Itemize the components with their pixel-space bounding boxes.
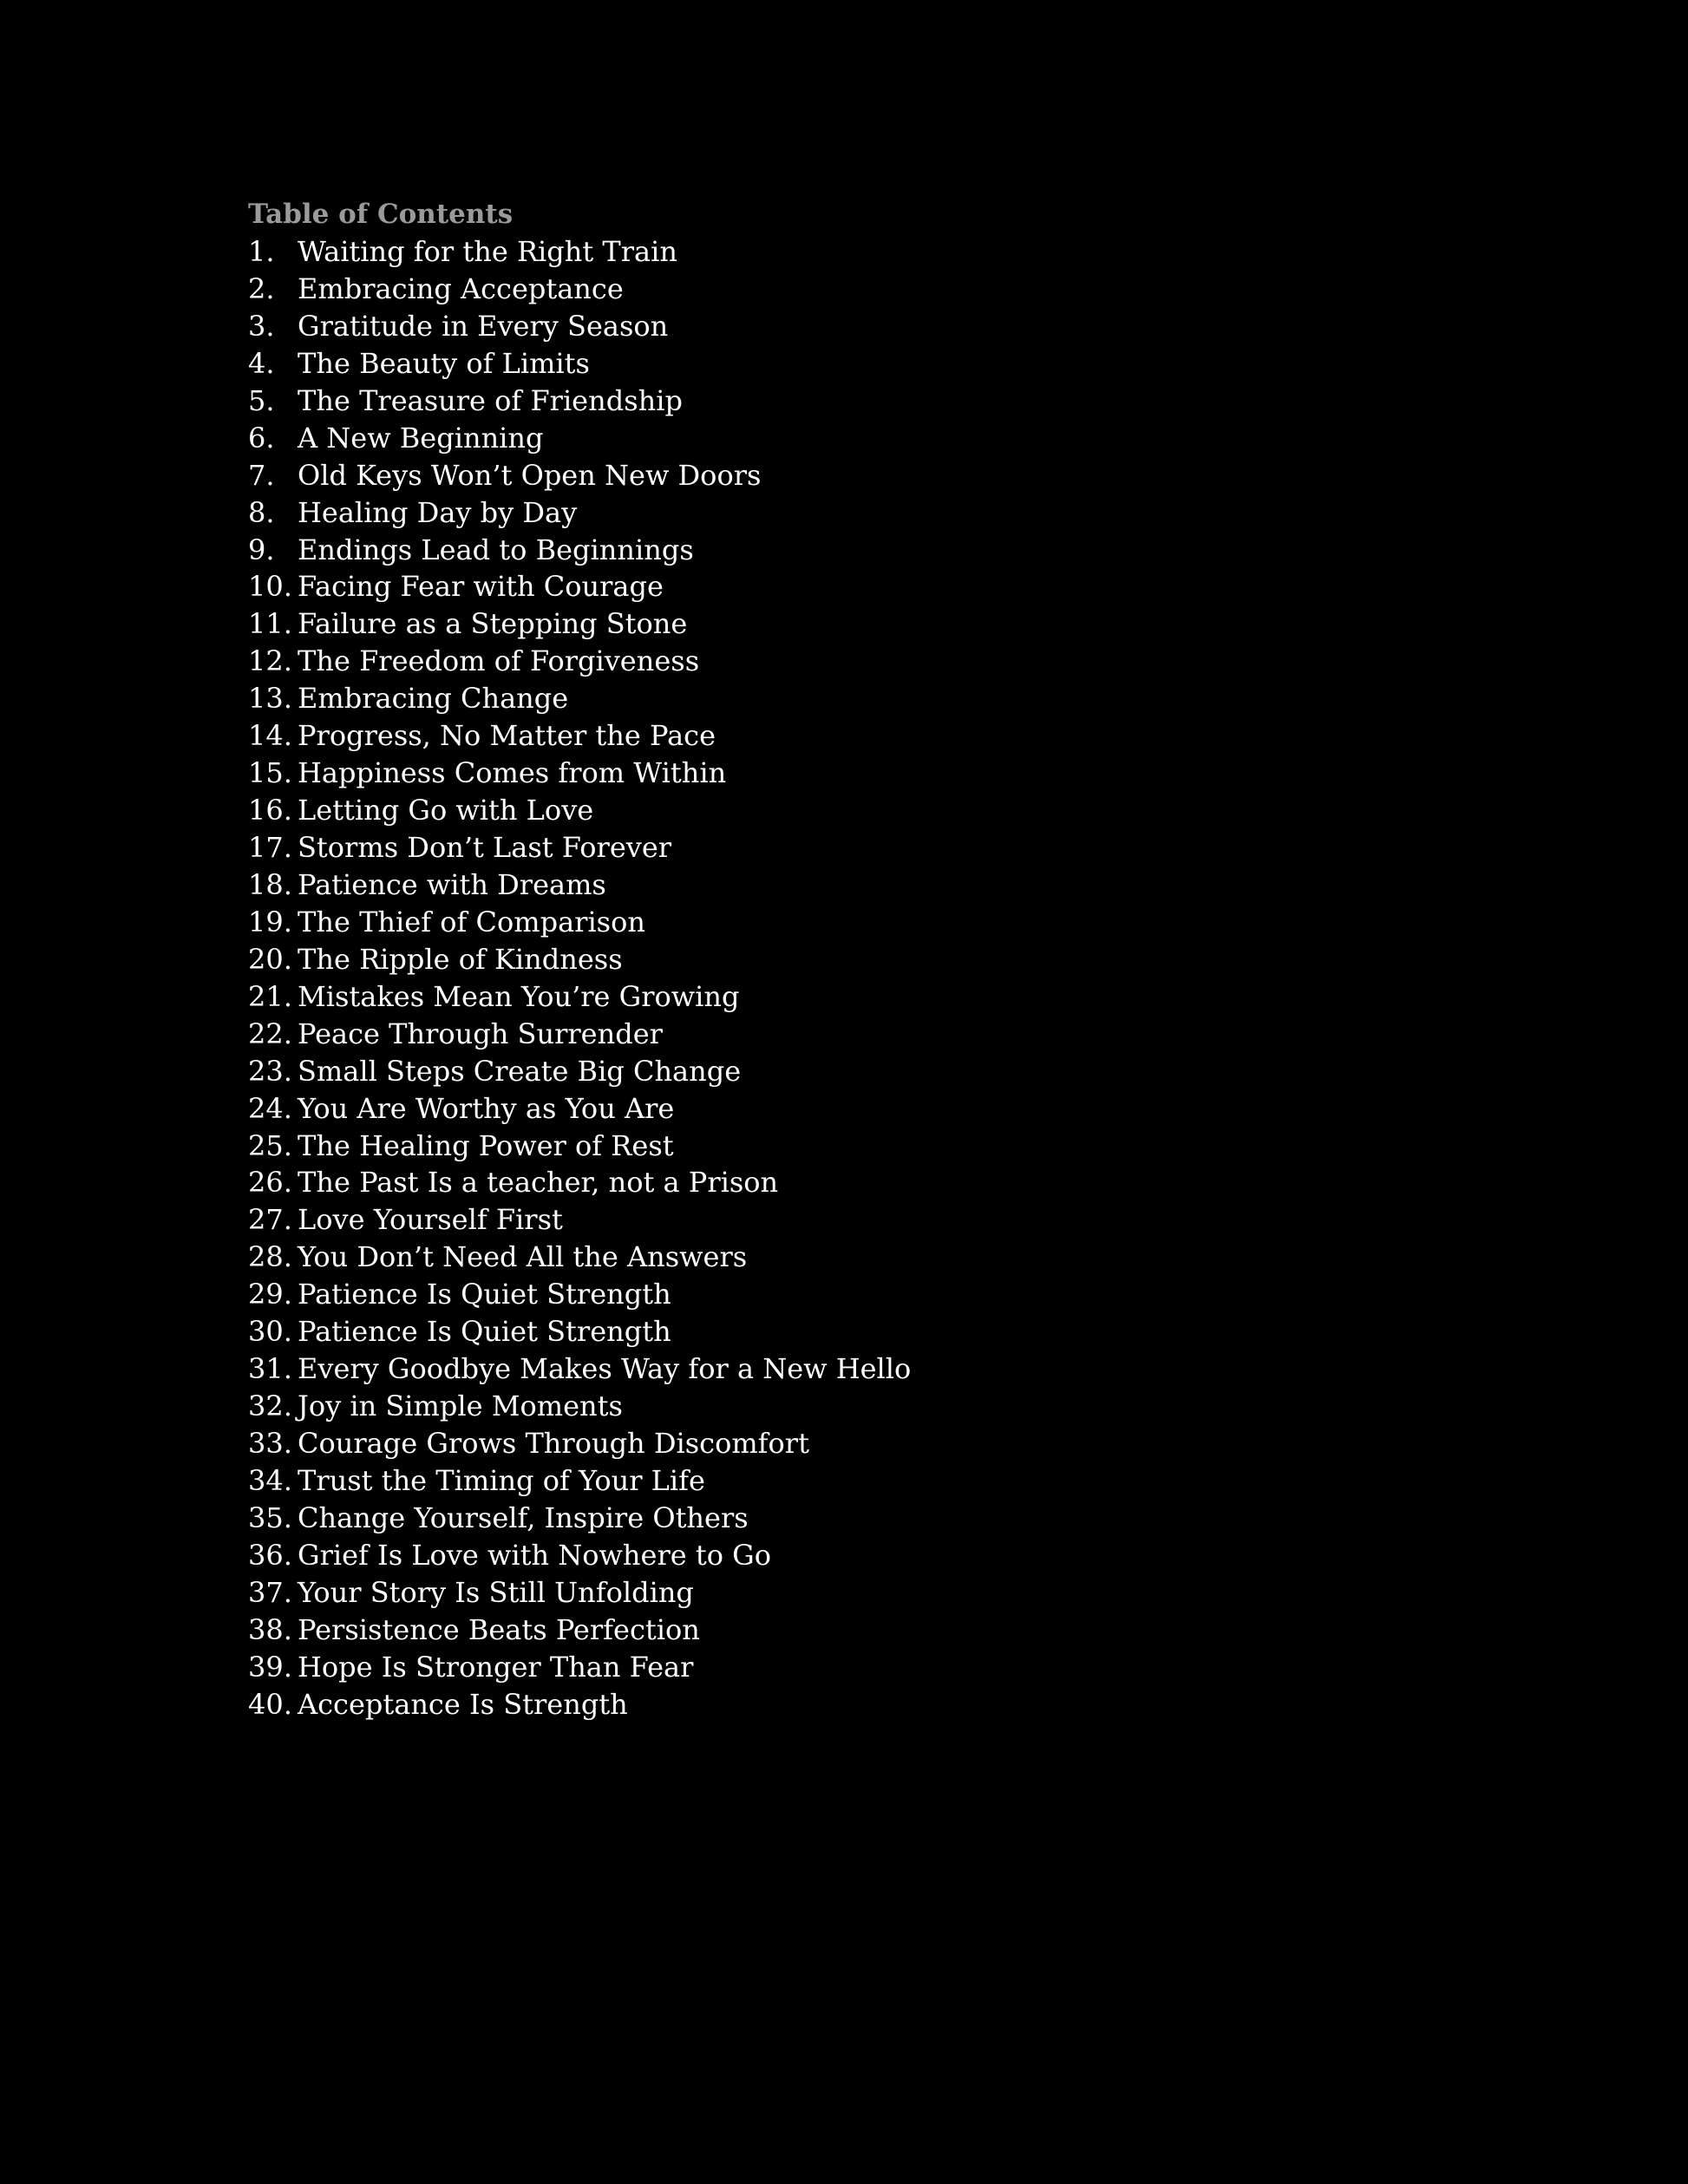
toc-entry-title: Acceptance Is Strength	[298, 1687, 628, 1721]
toc-title: Table of Contents	[248, 199, 514, 230]
toc-entry	[248, 1053, 1462, 1090]
toc-entry	[248, 755, 1462, 792]
toc-entry	[248, 904, 1462, 941]
toc-entry	[248, 1612, 1462, 1649]
toc-entry-number: 15.	[248, 756, 292, 790]
toc-entry	[248, 1090, 1462, 1128]
table-of-contents	[248, 196, 1462, 1723]
toc-entry-title: Patience Is Quiet Strength	[298, 1315, 671, 1349]
toc-entry-title: Peace Through Surrender	[298, 1017, 663, 1050]
toc-entry-number: 13.	[248, 682, 292, 716]
toc-entry-title: Patience Is Quiet Strength	[298, 1278, 671, 1311]
toc-list	[248, 233, 1462, 1723]
toc-entry-number: 23.	[248, 1054, 292, 1088]
toc-entry	[248, 494, 1462, 532]
toc-entry	[248, 1649, 1462, 1686]
toc-entry-title: Letting Go with Love	[298, 794, 594, 827]
toc-entry-number: 18.	[248, 867, 292, 901]
toc-entry	[248, 383, 1462, 420]
toc-entry-number: 8.	[248, 495, 275, 529]
toc-entry-number: 39.	[248, 1650, 292, 1684]
toc-entry	[248, 1350, 1462, 1388]
toc-entry-number: 25.	[248, 1128, 292, 1162]
toc-entry-title: The Freedom of Forgiveness	[298, 644, 700, 678]
toc-entry	[248, 1574, 1462, 1612]
toc-entry-number: 10.	[248, 570, 292, 604]
toc-entry-title: Embracing Acceptance	[298, 271, 624, 305]
toc-entry-number: 7.	[248, 458, 275, 492]
toc-entry-number: 17.	[248, 831, 292, 864]
toc-entry-number: 20.	[248, 942, 292, 976]
toc-entry-number: 27.	[248, 1203, 292, 1237]
toc-entry-title: Persistence Beats Perfection	[298, 1612, 700, 1646]
toc-entry	[248, 271, 1462, 308]
toc-entry-number: 29.	[248, 1278, 292, 1311]
toc-entry-number: 32.	[248, 1390, 292, 1423]
toc-entry	[248, 1388, 1462, 1425]
toc-entry-title: Love Yourself First	[298, 1203, 563, 1237]
toc-entry-title: Endings Lead to Beginnings	[298, 533, 694, 566]
toc-entry-number: 4.	[248, 346, 275, 380]
toc-entry	[248, 680, 1462, 717]
toc-entry-title: The Healing Power of Rest	[298, 1128, 674, 1162]
toc-entry-number: 30.	[248, 1315, 292, 1349]
toc-entry-number: 40.	[248, 1687, 292, 1721]
toc-entry	[248, 829, 1462, 866]
toc-entry-title: Joy in Simple Moments	[298, 1390, 623, 1423]
toc-entry-title: You Don’t Need All the Answers	[298, 1240, 748, 1274]
toc-entry	[248, 1425, 1462, 1462]
toc-entry	[248, 792, 1462, 829]
toc-entry-title: Facing Fear with Courage	[298, 570, 664, 604]
toc-entry-number: 38.	[248, 1612, 292, 1646]
toc-entry-title: Waiting for the Right Train	[298, 235, 677, 268]
toc-entry-number: 33.	[248, 1427, 292, 1460]
toc-entry-number: 1.	[248, 235, 275, 268]
toc-entry-number: 11.	[248, 607, 292, 641]
toc-entry-number: 26.	[248, 1166, 292, 1200]
toc-entry-number: 24.	[248, 1091, 292, 1125]
toc-entry	[248, 1164, 1462, 1201]
toc-entry-title: Trust the Timing of Your Life	[298, 1463, 705, 1497]
toc-entry	[248, 345, 1462, 383]
toc-entry-title: Grief Is Love with Nowhere to Go	[298, 1538, 771, 1572]
toc-entry-number: 21.	[248, 979, 292, 1013]
toc-entry	[248, 1462, 1462, 1500]
toc-entry	[248, 1686, 1462, 1723]
toc-entry-title: The Ripple of Kindness	[298, 942, 623, 976]
toc-entry-title: The Past Is a teacher, not a Prison	[298, 1166, 779, 1200]
toc-entry-title: Small Steps Create Big Change	[298, 1054, 742, 1088]
toc-entry-number: 35.	[248, 1501, 292, 1534]
toc-entry-title: The Treasure of Friendship	[298, 383, 683, 417]
toc-entry	[248, 1313, 1462, 1350]
toc-entry-title: Mistakes Mean You’re Growing	[298, 979, 740, 1013]
toc-entry-title: Embracing Change	[298, 682, 569, 716]
toc-entry	[248, 1276, 1462, 1313]
toc-entry	[248, 532, 1462, 569]
toc-entry	[248, 1128, 1462, 1165]
toc-entry-number: 34.	[248, 1463, 292, 1497]
toc-entry	[248, 457, 1462, 494]
toc-entry-title: The Beauty of Limits	[298, 346, 590, 380]
toc-entry-title: The Thief of Comparison	[298, 905, 645, 938]
toc-entry-title: Happiness Comes from Within	[298, 756, 727, 790]
toc-entry	[248, 308, 1462, 345]
toc-entry-number: 6.	[248, 421, 275, 454]
toc-entry-number: 3.	[248, 309, 275, 343]
toc-entry-title: Every Goodbye Makes Way for a New Hello	[298, 1352, 912, 1386]
toc-entry-title: You Are Worthy as You Are	[298, 1091, 675, 1125]
toc-entry-title: Old Keys Won’t Open New Doors	[298, 458, 762, 492]
toc-entry-number: 14.	[248, 719, 292, 753]
toc-entry	[248, 866, 1462, 904]
toc-entry	[248, 568, 1462, 605]
toc-entry-number: 36.	[248, 1538, 292, 1572]
toc-entry-title: Change Yourself, Inspire Others	[298, 1501, 749, 1534]
toc-entry-number: 22.	[248, 1017, 292, 1050]
toc-entry-title: Courage Grows Through Discomfort	[298, 1427, 809, 1460]
toc-entry	[248, 643, 1462, 680]
toc-entry	[248, 233, 1462, 271]
toc-entry-number: 16.	[248, 794, 292, 827]
toc-entry-title: Healing Day by Day	[298, 495, 578, 529]
toc-entry	[248, 420, 1462, 457]
toc-entry-title: Storms Don’t Last Forever	[298, 831, 672, 864]
toc-entry	[248, 978, 1462, 1016]
toc-entry-number: 2.	[248, 271, 275, 305]
toc-entry-title: Gratitude in Every Season	[298, 309, 669, 343]
toc-entry-title: Progress, No Matter the Pace	[298, 719, 716, 753]
toc-entry-number: 19.	[248, 905, 292, 938]
toc-entry	[248, 941, 1462, 978]
toc-entry	[248, 605, 1462, 643]
toc-entry-number: 28.	[248, 1240, 292, 1274]
toc-entry-title: Patience with Dreams	[298, 867, 606, 901]
toc-entry-title: Failure as a Stepping Stone	[298, 607, 688, 641]
toc-entry	[248, 1500, 1462, 1537]
toc-entry	[248, 1537, 1462, 1574]
toc-entry-number: 5.	[248, 383, 275, 417]
toc-entry-number: 12.	[248, 644, 292, 678]
toc-entry-number: 9.	[248, 533, 275, 566]
toc-entry	[248, 1016, 1462, 1053]
toc-entry-number: 31.	[248, 1352, 292, 1386]
toc-entry-title: Your Story Is Still Unfolding	[298, 1575, 694, 1609]
toc-entry	[248, 1201, 1462, 1239]
toc-entry	[248, 717, 1462, 755]
toc-entry-title: A New Beginning	[298, 421, 544, 454]
toc-entry-number: 37.	[248, 1575, 292, 1609]
toc-entry	[248, 1239, 1462, 1276]
toc-entry-title: Hope Is Stronger Than Fear	[298, 1650, 694, 1684]
